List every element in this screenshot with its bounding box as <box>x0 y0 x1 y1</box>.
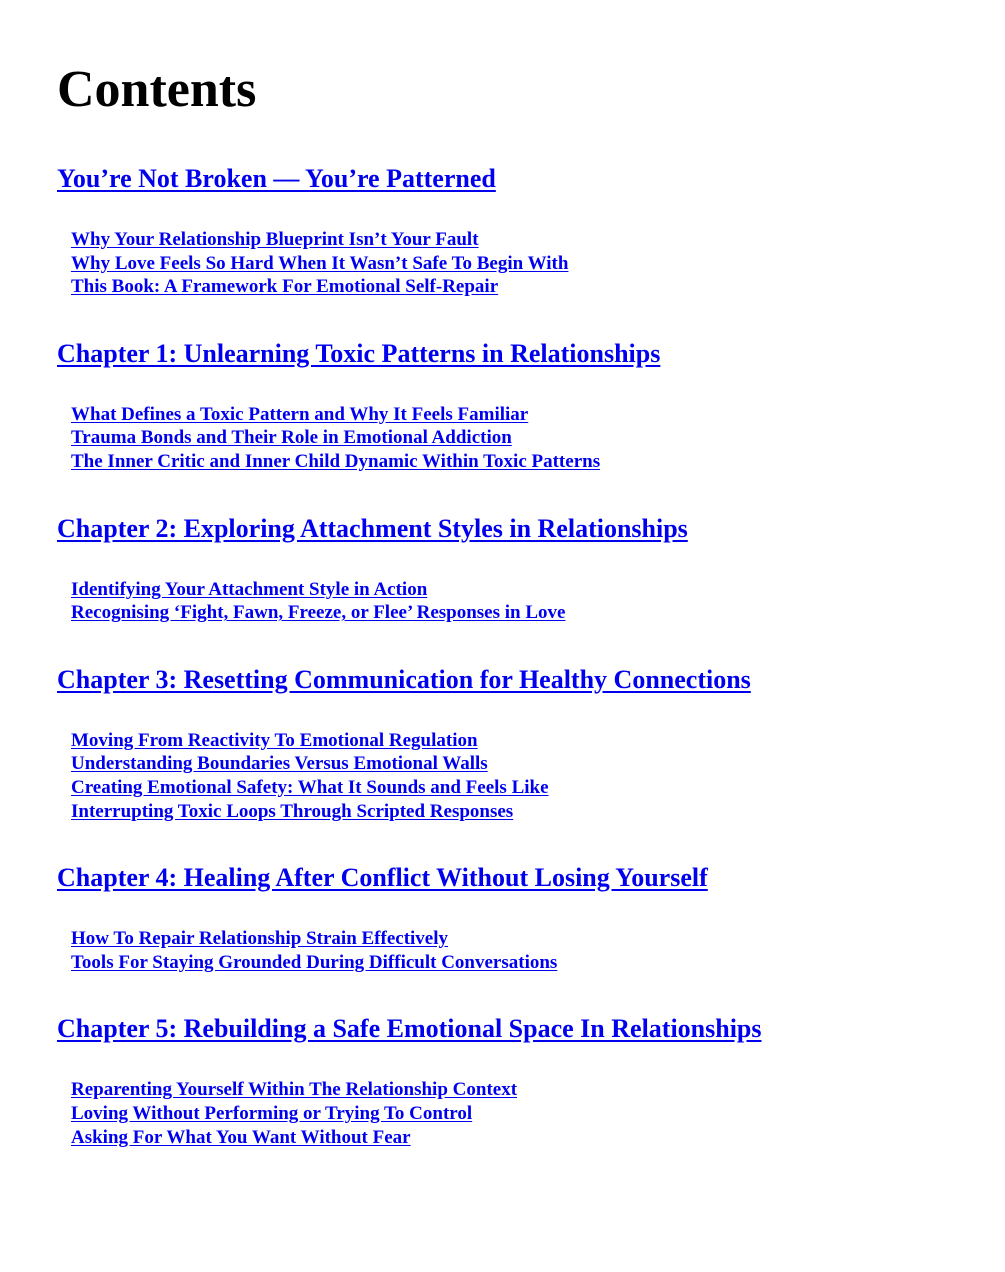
sub-list-chapter-4 <box>57 927 977 974</box>
sub-list-chapter-2 <box>57 578 977 625</box>
sub-link[interactable]: What Defines a Toxic Pattern and Why It Feels Familiar <box>71 403 529 425</box>
section-chapter-2 <box>57 512 977 625</box>
sub-link[interactable]: Trauma Bonds and Their Role in Emotional Addiction <box>71 427 512 449</box>
sub-link[interactable]: Why Love Feels So Hard When It Wasn’t Safe To Begin With <box>71 252 569 274</box>
chapter-link-4[interactable]: Chapter 4: Healing After Conflict Without Losing Yourself <box>57 863 708 893</box>
sub-link[interactable]: Creating Emotional Safety: What It Sounds and Feels Like <box>71 776 549 798</box>
sub-link[interactable]: Asking For What You Want Without Fear <box>71 1126 411 1148</box>
sub-link[interactable]: Identifying Your Attachment Style in Action <box>71 578 428 600</box>
chapter-link-3[interactable]: Chapter 3: Resetting Communication for Healthy Connections <box>57 664 751 694</box>
page-title: Contents <box>57 61 257 118</box>
sub-list-chapter-3 <box>57 729 977 823</box>
section-chapter-1 <box>57 337 977 474</box>
sub-link[interactable]: Tools For Staying Grounded During Difficult Conversations <box>71 951 558 973</box>
sub-link[interactable]: The Inner Critic and Inner Child Dynamic Within Toxic Patterns <box>71 450 601 472</box>
section-intro <box>57 162 977 299</box>
section-chapter-4 <box>57 861 977 974</box>
section-chapter-3 <box>57 663 977 823</box>
sub-link[interactable]: Recognising ‘Fight, Fawn, Freeze, or Flee’ Responses in Love <box>71 602 566 624</box>
sub-link[interactable]: How To Repair Relationship Strain Effectively <box>71 928 449 950</box>
sub-link[interactable]: Why Your Relationship Blueprint Isn’t Your Fault <box>71 229 479 250</box>
sub-link[interactable]: This Book: A Framework For Emotional Self-Repair <box>71 276 499 298</box>
chapter-link-1[interactable]: Chapter 1: Unlearning Toxic Patterns in Relationships <box>57 338 661 368</box>
sub-link[interactable]: Interrupting Toxic Loops Through Scripted Responses <box>71 800 514 822</box>
sub-link[interactable]: Understanding Boundaries Versus Emotional Walls <box>71 753 488 775</box>
sub-link[interactable]: Moving From Reactivity To Emotional Regulation <box>71 729 478 751</box>
sub-list-chapter-1 <box>57 403 977 474</box>
chapter-link-5[interactable]: Chapter 5: Rebuilding a Safe Emotional Space In Relationships <box>57 1014 762 1044</box>
contents-page <box>57 58 977 1187</box>
chapter-link-2[interactable]: Chapter 2: Exploring Attachment Styles in Relationships <box>57 513 688 543</box>
sub-list-chapter-5 <box>57 1078 977 1149</box>
sub-list-intro <box>57 228 977 299</box>
section-chapter-5 <box>57 1012 977 1149</box>
chapter-link-intro[interactable]: You’re Not Broken — You’re Patterned <box>57 164 496 193</box>
sub-link[interactable]: Loving Without Performing or Trying To Control <box>71 1102 473 1124</box>
sub-link[interactable]: Reparenting Yourself Within The Relationship Context <box>71 1079 518 1101</box>
